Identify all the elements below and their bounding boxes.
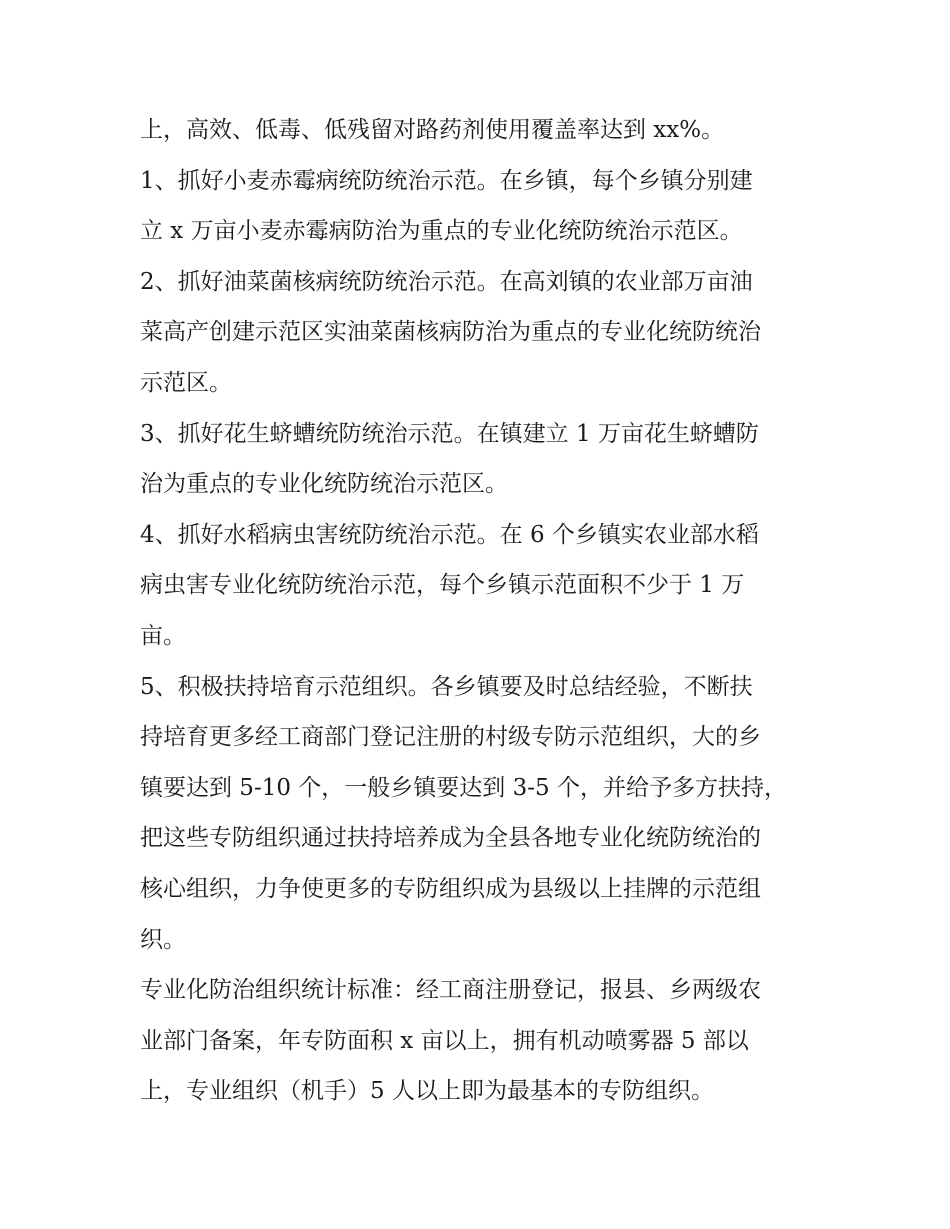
paragraph bbox=[140, 409, 830, 510]
text-line: 上，高效、低毒、低残留对路药剂使用覆盖率达到 xx%。 bbox=[140, 117, 725, 143]
text-line: 立 x 万亩小麦赤霉病防治为重点的专业化统防统治示范区。 bbox=[140, 218, 743, 245]
document-page bbox=[140, 105, 830, 1117]
text-line: 菜高产创建示范区实油菜菌核病防治为重点的专业化统防统治 bbox=[140, 319, 761, 346]
text-line: 示范区。 bbox=[140, 369, 232, 396]
text-line: 病虫害专业化统防统治示范，每个乡镇示范面积不少于 1 万 bbox=[140, 572, 745, 599]
text-line: 业部门备案，年专防面积 x 亩以上，拥有机动喷雾器 5 部以 bbox=[140, 1027, 749, 1054]
paragraph bbox=[140, 965, 830, 1117]
text-line: 上，专业组织（机手）5 人以上即为最基本的专防组织。 bbox=[140, 1078, 714, 1105]
text-line: 把这些专防组织通过扶持培养成为全县各地专业化统防统治的 bbox=[140, 825, 761, 852]
paragraph bbox=[140, 156, 830, 257]
text-line: 织。 bbox=[140, 926, 186, 953]
paragraph bbox=[140, 105, 830, 156]
paragraph bbox=[140, 662, 830, 966]
text-line: 4、抓好水稻病虫害统防统治示范。在 6 个乡镇实农业部水稻 bbox=[140, 521, 759, 548]
text-line: 持培育更多经工商部门登记注册的村级专防示范组织，大的乡 bbox=[140, 724, 761, 751]
text-line: 治为重点的专业化统防统治示范区。 bbox=[140, 471, 508, 498]
text-line: 专业化防治组织统计标准：经工商注册登记，报县、乡两级农 bbox=[140, 977, 761, 1004]
text-line: 5、积极扶持培育示范组织。各乡镇要及时总结经验，不断扶 bbox=[140, 673, 753, 700]
text-line: 3、抓好花生蛴螬统防统治示范。在镇建立 1 万亩花生蛴螬防 bbox=[140, 420, 759, 447]
text-line: 亩。 bbox=[140, 622, 186, 649]
text-line: 镇要达到 5-10 个，一般乡镇要达到 3-5 个，并给予多方扶持， bbox=[140, 774, 787, 801]
paragraph bbox=[140, 257, 830, 409]
paragraph bbox=[140, 510, 830, 662]
text-line: 核心组织，力争使更多的专防组织成为县级以上挂牌的示范组 bbox=[140, 875, 761, 902]
text-line: 1、抓好小麦赤霉病统防统治示范。在乡镇，每个乡镇分别建 bbox=[140, 167, 753, 194]
text-line: 2、抓好油菜菌核病统防统治示范。在高刘镇的农业部万亩油 bbox=[140, 268, 753, 295]
